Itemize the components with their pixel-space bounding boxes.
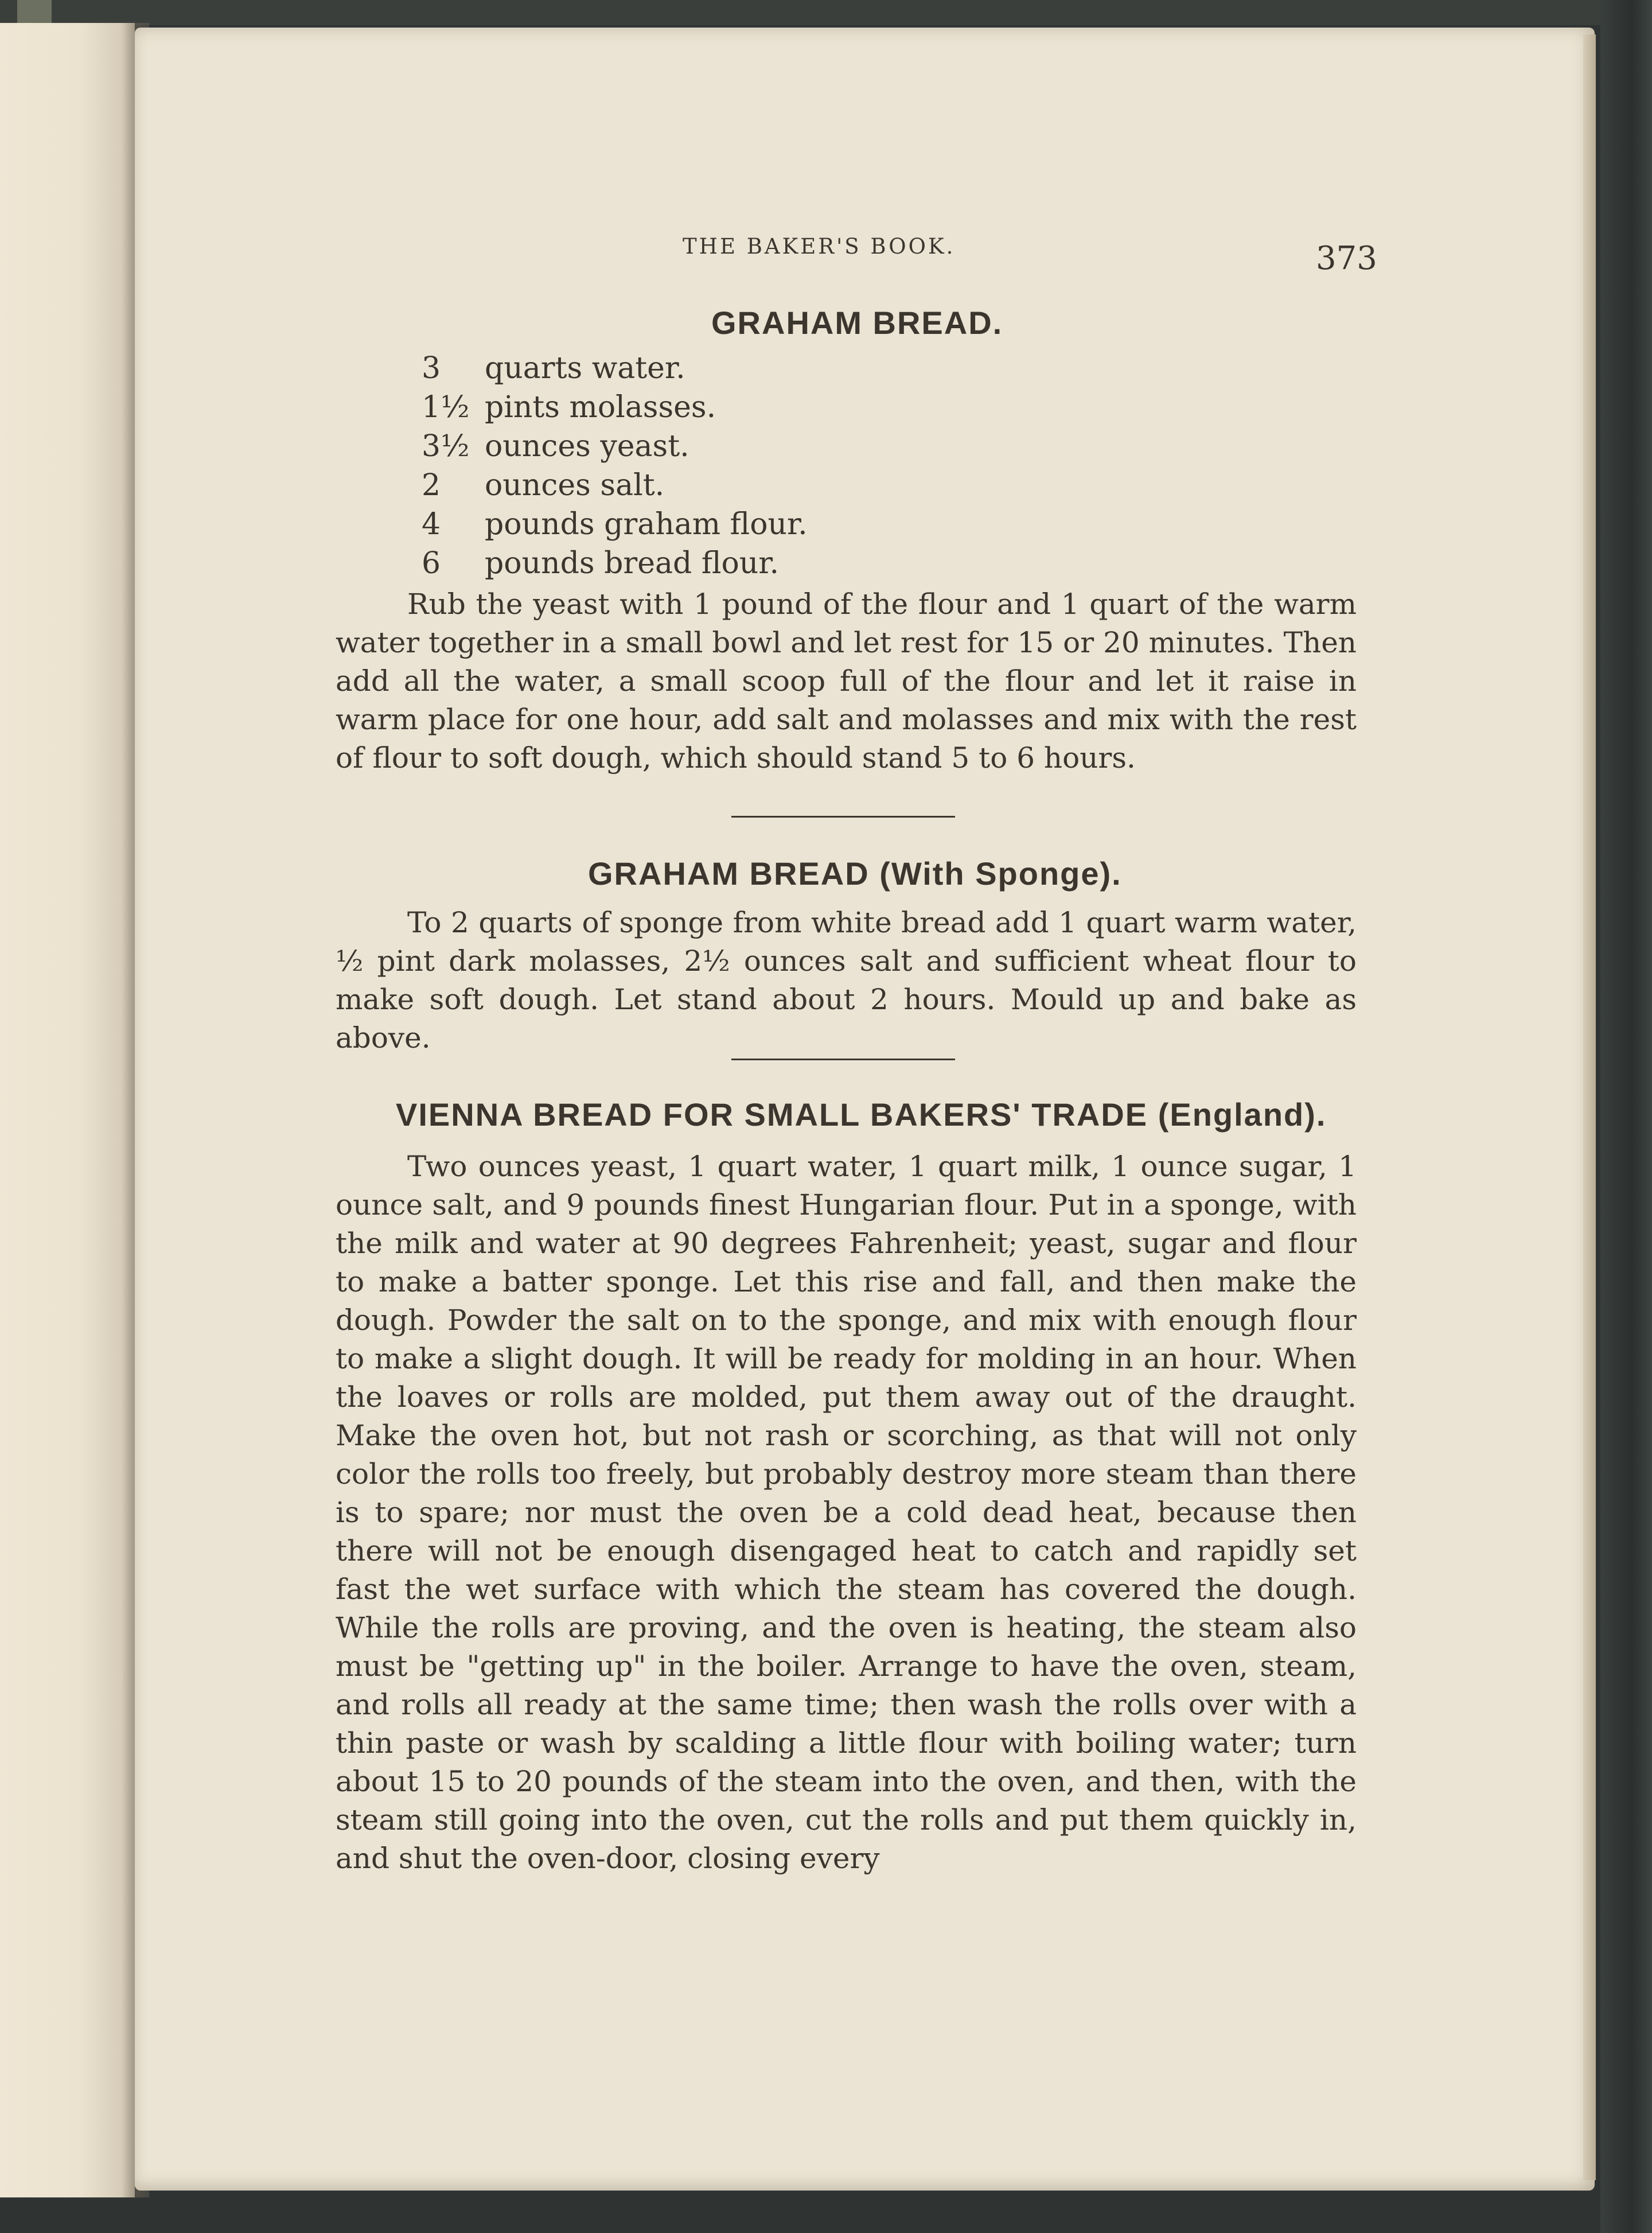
page-edge (1583, 34, 1596, 2180)
ingredient-qty: 4 (422, 507, 441, 542)
facing-page-edge (0, 23, 135, 2197)
ingredient-item: pints molasses. (485, 390, 716, 425)
section-title-graham-bread-sponge: GRAHAM BREAD (With Sponge). (588, 855, 1122, 892)
ingredient-item: ounces salt. (485, 468, 665, 503)
ingredient-item: quarts water. (485, 351, 685, 386)
ingredient-line (422, 351, 685, 386)
section-divider (731, 816, 955, 818)
section-title-graham-bread: GRAHAM BREAD. (711, 305, 1003, 341)
ingredient-line (422, 507, 808, 542)
recipe-instructions: Two ounces yeast, 1 quart water, 1 quart milk, 1 ounce sugar, 1 ounce salt, and 9 pounds finest Hungarian flour. Put in a sponge, with the milk and water at 90 degrees Fahrenheit; yeast, sugar and flour to make a batter sponge. Let this rise and fall, and then make the dough. Powder the salt on to the sponge, and mix with enough flour to make a slight dough. It will be ready for molding in an hour. When the loaves or rolls are molded, put them away out of the draught. Make the oven hot, but not rash or scorching, as that will not only color the rolls too freely, but probably destroy more steam than there is to spare; nor must the oven be a cold dead heat, because then there will not be enough disengaged heat to catch and rapidly set fast the wet surface with which the steam has covered the dough. While the rolls are proving, and the oven is heating, the steam also must be "getting up" in the boiler. Arrange to have the oven, steam, and rolls all ready at the same time; then wash the rolls over with a thin paste or wash by scalding a little flour with boiling water; turn about 15 to 20 pounds of the steam into the oven, and then, with the steam still going into the oven, cut the rolls and put them quickly in, and shut the oven-door, closing every (336, 1150, 1357, 1875)
ingredient-line (422, 390, 716, 425)
ingredient-line (422, 429, 689, 464)
section-divider (731, 1059, 955, 1060)
section-title-vienna-bread: VIENNA BREAD FOR SMALL BAKERS' TRADE (England). (396, 1096, 1327, 1133)
ingredient-line (422, 546, 779, 581)
ingredient-line (422, 468, 664, 503)
ingredient-qty: 6 (422, 546, 441, 581)
recipe-instructions: To 2 quarts of sponge from white bread add 1 quart warm water, ½ pint dark molasses, 2½ ounces salt and sufficient wheat flour to make soft dough. Let stand about 2 hours. Mould up and bake as above. (336, 906, 1357, 1055)
ingredient-item: ounces yeast. (485, 429, 689, 464)
book-cover-top (0, 0, 1600, 25)
ingredient-qty: 1½ (422, 390, 470, 425)
running-head: THE BAKER'S BOOK. (683, 234, 956, 259)
recipe-instructions: Rub the yeast with 1 pound of the flour and 1 quart of the warm water together in a small bowl and let rest for 15 or 20 minutes. Then add all the water, a small scoop full of the flour and let it raise in warm place for one hour, add salt and molasses and mix with the rest of flour to soft dough, which should stand 5 to 6 hours. (336, 588, 1357, 775)
ingredient-item: pounds bread flour. (485, 546, 779, 581)
page-number: 373 (1316, 240, 1377, 277)
ingredient-item: pounds graham flour. (485, 507, 808, 542)
book-cover-edge (1600, 0, 1652, 2233)
ingredient-qty: 3½ (422, 429, 470, 464)
ingredient-qty: 2 (422, 468, 441, 503)
ingredient-qty: 3 (422, 351, 441, 386)
